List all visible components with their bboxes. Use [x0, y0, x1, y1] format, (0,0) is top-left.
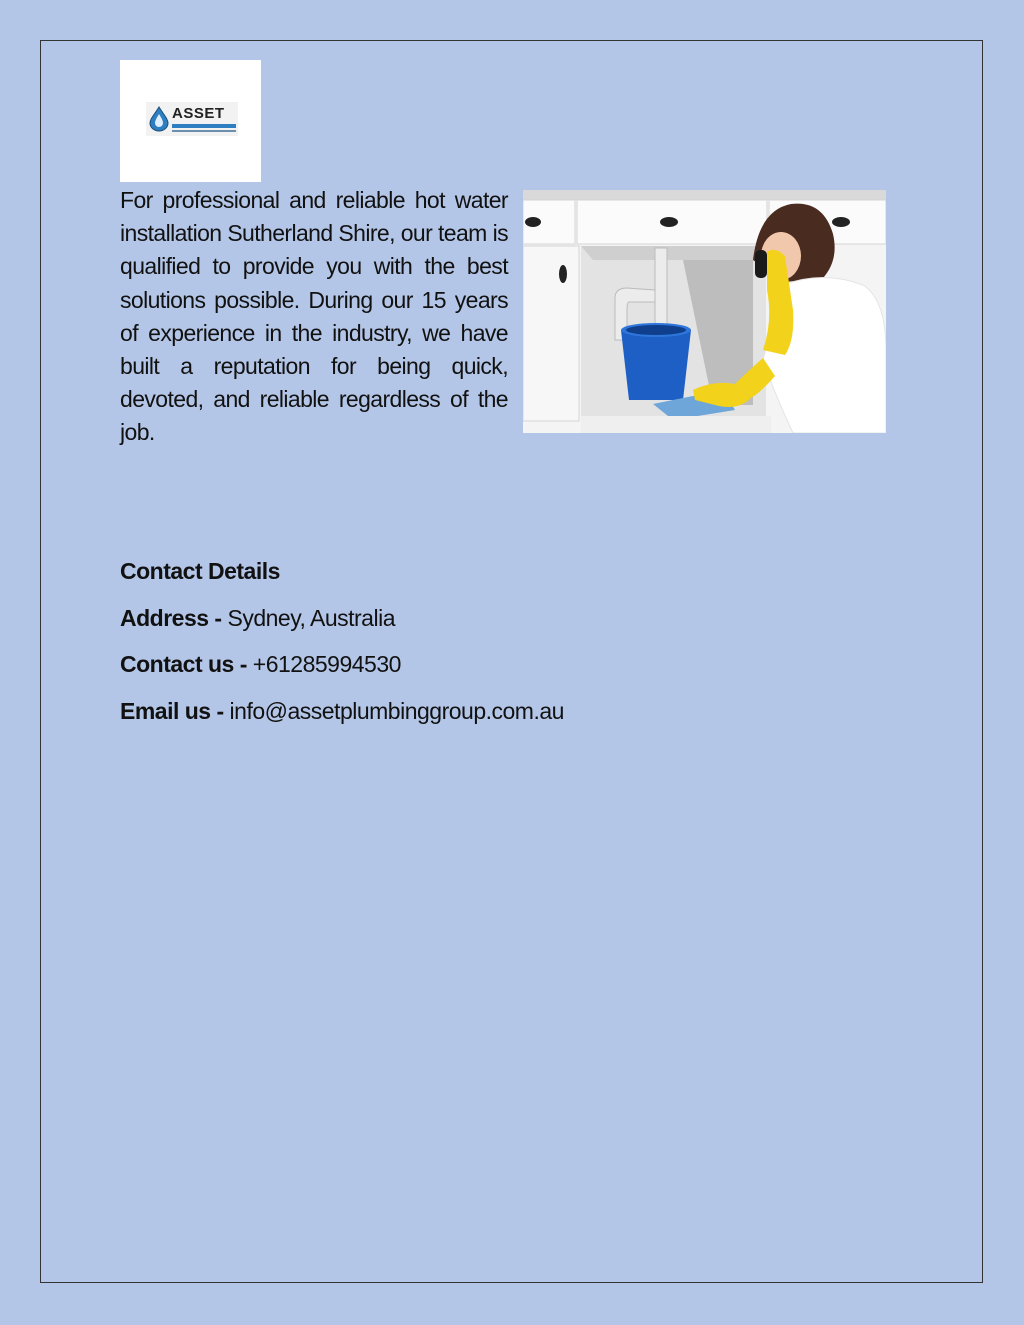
phone-row — [120, 646, 820, 693]
logo-stripe — [172, 124, 236, 128]
address-row — [120, 600, 820, 647]
plumbing-photo — [523, 190, 886, 433]
intro-paragraph: For professional and reliable hot water installation Sutherland Shire, our team is qualified to provide you with the best solutions possible. During our 15 years of experience in the industry, we have built a reputation for being quick, devoted, and reliable regardless of the job. — [120, 187, 508, 446]
logo-wordmark: ASSET — [172, 105, 225, 122]
address-label: Address - — [120, 604, 222, 631]
email-row — [120, 693, 820, 740]
woman-under-sink-illustration — [523, 190, 886, 433]
logo-badge — [146, 102, 238, 136]
water-drop-icon — [148, 106, 170, 132]
email-value[interactable]: info@assetplumbinggroup.com.au — [223, 697, 564, 724]
phone-value[interactable]: +61285994530 — [246, 651, 401, 677]
contact-heading: Contact Details — [120, 558, 280, 584]
company-logo — [120, 60, 261, 182]
logo-tagline-stripe — [172, 130, 236, 132]
contact-details — [120, 553, 820, 739]
address-value: Sydney, Australia — [221, 604, 395, 631]
email-label: Email us - — [120, 697, 224, 724]
phone-label: Contact us - — [120, 651, 247, 677]
